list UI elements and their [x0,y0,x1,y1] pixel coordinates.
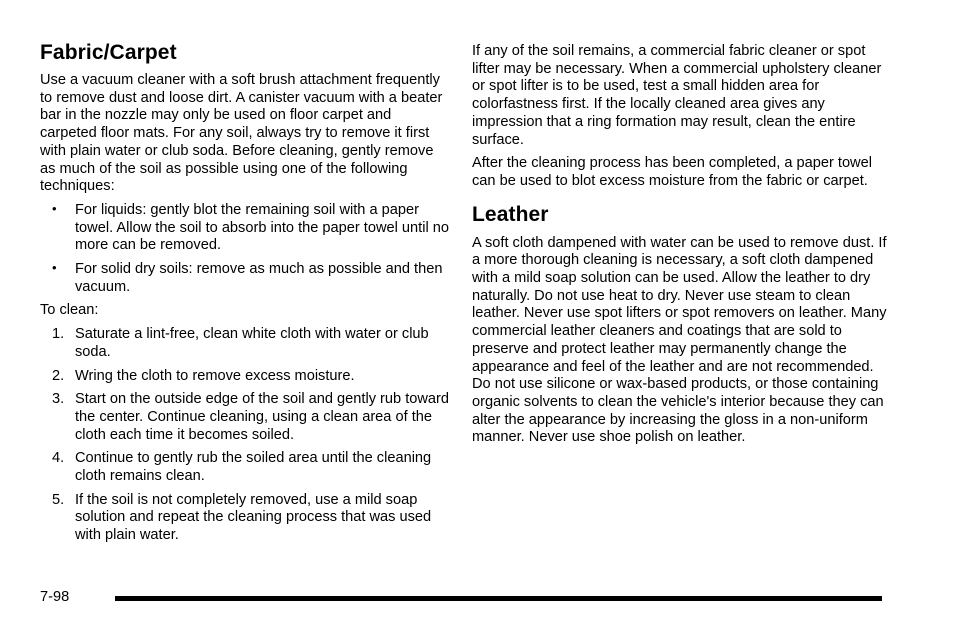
step-text: Continue to gently rub the soiled area until the cleaning cloth remains clean. [75,450,432,485]
step-text: Wring the cloth to remove excess moisture. [75,367,355,384]
left-column [40,0,452,551]
list-item-text: For solid dry soils: remove as much as possible and then vacuum. [75,261,443,295]
step-item [40,492,452,545]
step-number: 5. [52,491,65,508]
list-item-text: For liquids: gently blot the remaining soil with a paper towel. Allow the soil to absorb into the paper towel until no more can be removed. [75,201,449,254]
step-text: Saturate a lint-free, clean white cloth with water or club soda. [75,326,429,360]
blot-moisture-paragraph: After the cleaning process has been completed, a paper towel can be used to blot excess moisture from the fabric or carpet. [472,155,872,189]
section-heading-leather: Leather [472,202,549,226]
cleaning-steps-list [40,326,452,545]
step-number: 3. [52,391,65,408]
leather-paragraph: A soft cloth dampened with water can be used to remove dust. If a more thorough cleaning is necessary, a soft cloth dampened with a mild soap solution can be used. Allow the leather to dry naturally. Do not use heat to dry. Never use steam to clean leather. Never use spot lifters or spot removers on leather. Many commercial leather cleaners and coatings that are sold to preserve and protect leather may permanently change the appearance and feel of the leather and are not recommended. Do not use silicone or wax-based products, or those containing organic solvents to clean the vehicle's interior because they can alter the appearance by increasing the gloss in a non-uniform manner. Never use shoe polish on leather. [472,234,887,446]
right-column [472,0,892,453]
step-number: 1. [52,326,65,343]
footer-divider [115,596,882,601]
bullet-icon: • [52,200,57,216]
step-item [40,326,452,361]
fabric-intro-paragraph: Use a vacuum cleaner with a soft brush attachment frequently to remove dust and loose dirt. A canister vacuum with a beater bar in the nozzle may only be used on floor carpet and carpeted floor mats. For any soil, always try to remove it first with plain water or club soda. Before cleaning, gently remove as much of the soil as possible using one of the following techniques: [40,72,443,195]
soil-technique-list [40,202,452,297]
step-item [40,450,452,485]
page-number: 7-98 [40,589,70,605]
step-number: 4. [52,450,65,467]
bullet-icon: • [52,260,57,276]
commercial-cleaner-paragraph: If any of the soil remains, a commercial fabric cleaner or spot lifter may be necessary. When a commercial upholstery cleaner or spot lifter is to be used, test a small hidden area for colorfastness first. If the locally cleaned area gives any impression that a ring formation may result, clean the entire surface. [472,43,882,148]
step-number: 2. [52,367,65,384]
step-item [40,368,452,386]
step-item [40,391,452,444]
list-item [40,202,452,255]
step-text: If the soil is not completely removed, use a mild soap solution and repeat the cleaning process that was used with plain water. [75,491,432,544]
list-item [40,261,452,296]
section-heading-fabric-carpet: Fabric/Carpet [40,41,177,64]
step-text: Start on the outside edge of the soil and gently rub toward the center. Continue cleaning, using a clean area of the cloth each time it becomes soiled. [75,391,450,443]
to-clean-label: To clean: [40,302,99,319]
